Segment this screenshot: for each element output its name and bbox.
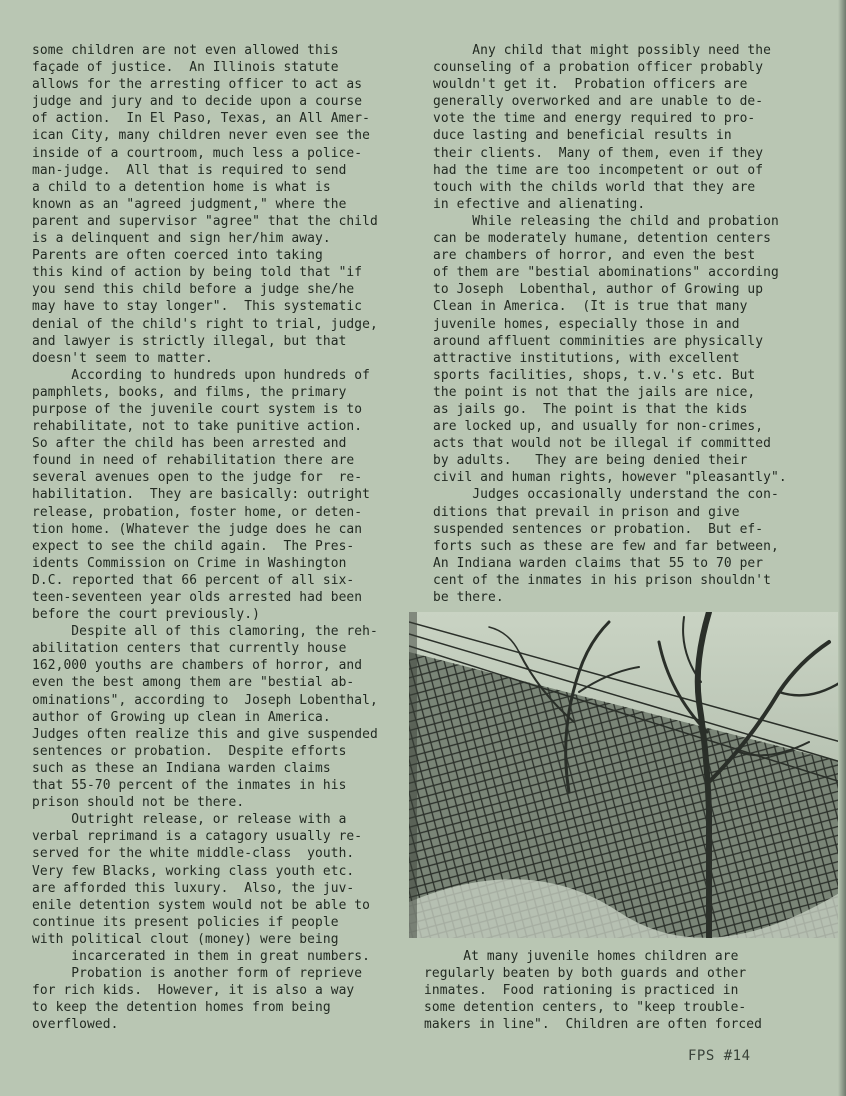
text-line: Judges occasionally understand the con- (433, 487, 779, 503)
text-line: in efective and alienating. (433, 196, 646, 212)
text-line: such as these an Indiana warden claims (32, 760, 331, 776)
text-line: the point is not that the jails are nice, (433, 384, 756, 400)
text-line: some children are not even allowed this (32, 43, 339, 58)
text-line: abilitation centers that currently house (32, 641, 347, 657)
text-line: Very few Blacks, working class youth etc. (32, 863, 355, 879)
text-line: their clients. Many of them, even if they (433, 145, 764, 161)
text-line: to Joseph Lobenthal, author of Growing up (433, 282, 764, 298)
text-line: be there. (433, 590, 504, 605)
text-line: So after the child has been arrested and (32, 436, 347, 452)
text-line: teen-seventeen year olds arrested had been (32, 590, 363, 605)
text-line: tion home. (Whatever the judge does he can (32, 521, 363, 537)
left-text-column (32, 42, 416, 1033)
text-line: are chambers of horror, and even the best (433, 248, 756, 264)
text-line: forts such as these are few and far between, (433, 538, 779, 554)
text-line: suspended sentences or probation. But ef- (433, 521, 764, 537)
text-line: Parents are often coerced into taking (32, 248, 323, 264)
text-line: vote the time and energy required to pro- (433, 111, 756, 127)
text-line: ominations", according to Joseph Lobenthal, (32, 692, 378, 708)
text-line: Despite all of this clamoring, the reh- (32, 624, 378, 640)
text-line: 162,000 youths are chambers of horror, and (32, 658, 363, 674)
text-line: According to hundreds upon hundreds of (32, 367, 371, 383)
text-line: overflowed. (32, 1017, 119, 1033)
text-line: touch with the childs world that they are (433, 179, 756, 195)
text-line: At many juvenile homes children are (424, 949, 739, 964)
right-text-column-bottom (424, 948, 804, 1033)
text-line: a child to a detention home is what is (32, 179, 331, 195)
text-line: inside of a courtroom, much less a police- (32, 145, 363, 161)
text-line: had the time are too incompetent or out of (433, 162, 764, 178)
text-line: author of Growing up clean in America. (32, 709, 331, 725)
text-line: D.C. reported that 66 percent of all six- (32, 572, 355, 588)
text-line: purpose of the juvenile court system is to (32, 401, 363, 417)
text-line: continue its present policies if people (32, 914, 339, 930)
text-line: as jails go. The point is that the kids (433, 401, 748, 417)
text-line: of them are "bestial abominations" according (433, 265, 779, 281)
text-line: duce lasting and beneficial results in (433, 128, 732, 144)
text-line: While releasing the child and probation (433, 213, 779, 229)
text-line: sentences or probation. Despite efforts (32, 743, 347, 759)
text-line: makers in line". Children are often forced (424, 1017, 763, 1033)
text-line: idents Commission on Crime in Washington (32, 555, 347, 571)
text-line: prison should not be there. (32, 795, 245, 811)
text-line: are afforded this luxury. Also, the juv- (32, 880, 355, 896)
text-line: served for the white middle-class youth. (32, 846, 355, 862)
text-line: rehabilitate, not to take punitive action. (32, 419, 363, 435)
text-line: can be moderately humane, detention centers (433, 231, 772, 247)
text-line: this kind of action by being told that "if (32, 265, 363, 281)
text-line: sports facilities, shops, t.v.'s etc. But (433, 367, 756, 383)
text-line: allows for the arresting officer to act as (32, 77, 363, 93)
text-line: with political clout (money) were being (32, 931, 339, 947)
text-line: counseling of a probation officer probably (433, 60, 764, 76)
text-line: by adults. They are being denied their (433, 453, 748, 469)
text-line: verbal reprimand is a catagory usually re- (32, 829, 363, 845)
chain-link-fence-photo (409, 612, 841, 938)
text-line: denial of the child's right to trial, judge, (32, 316, 378, 332)
text-line: judge and jury and to decide upon a course (32, 94, 363, 110)
text-line: may have to stay longer". This systematic (32, 299, 363, 315)
text-line: ditions that prevail in prison and give (433, 504, 740, 520)
text-line: incarcerated in them in great numbers. (32, 948, 371, 964)
text-line: Clean in America. (It is true that many (433, 299, 748, 315)
text-line: ican City, many children never even see the (32, 128, 371, 144)
text-line: Probation is another form of reprieve (32, 966, 363, 982)
text-line: civil and human rights, however "pleasantly". (433, 470, 787, 486)
text-line: Outright release, or release with a (32, 812, 347, 828)
text-line: is a delinquent and sign her/him away. (32, 231, 331, 247)
text-line: doesn't seem to matter. (32, 350, 213, 366)
page-edge-shadow (838, 0, 846, 1096)
text-line: of action. In El Paso, Texas, an All Amer- (32, 111, 371, 127)
text-line: wouldn't get it. Probation officers are (433, 77, 748, 93)
text-line: man-judge. All that is required to send (32, 162, 347, 178)
text-line: generally overworked and are unable to de- (433, 94, 764, 110)
text-line: inmates. Food rationing is practiced in (424, 983, 739, 999)
text-line: found in need of rehabilitation there are (32, 453, 355, 469)
text-line: around affluent comminities are physically (433, 333, 764, 349)
text-line: for rich kids. However, it is also a way (32, 983, 355, 999)
text-line: release, probation, foster home, or deten- (32, 504, 363, 520)
text-line: to keep the detention homes from being (32, 1000, 331, 1016)
text-line: known as an "agreed judgment," where the (32, 196, 347, 212)
text-line: Judges often realize this and give suspended (32, 726, 378, 742)
right-text-column-top (433, 42, 813, 606)
text-line: regularly beaten by both guards and other (424, 966, 747, 982)
text-line: you send this child before a judge she/he (32, 282, 355, 298)
page-number: FPS #14 (688, 1048, 751, 1064)
text-line: some detention centers, to "keep trouble- (424, 1000, 747, 1016)
text-line: acts that would not be illegal if committed (433, 436, 772, 452)
text-line: habilitation. They are basically: outright (32, 487, 371, 503)
text-line: that 55-70 percent of the inmates in his (32, 778, 347, 794)
text-line: are locked up, and usually for non-crimes, (433, 419, 764, 435)
text-line: parent and supervisor "agree" that the child (32, 213, 378, 229)
text-line: juvenile homes, especially those in and (433, 316, 740, 332)
text-line: attractive institutions, with excellent (433, 350, 740, 366)
text-line: even the best among them are "bestial ab- (32, 675, 355, 691)
text-line: pamphlets, books, and films, the primary (32, 384, 347, 400)
text-line: façade of justice. An Illinois statute (32, 60, 339, 76)
text-line: An Indiana warden claims that 55 to 70 per (433, 555, 764, 571)
text-line: cent of the inmates in his prison shouldn't (433, 572, 772, 588)
text-line: expect to see the child again. The Pres- (32, 538, 355, 554)
text-line: several avenues open to the judge for re- (32, 470, 363, 486)
text-line: and lawyer is strictly illegal, but that (32, 333, 347, 349)
text-line: before the court previously.) (32, 607, 260, 623)
text-line: enile detention system would not be able to (32, 897, 371, 913)
text-line: Any child that might possibly need the (433, 43, 772, 58)
